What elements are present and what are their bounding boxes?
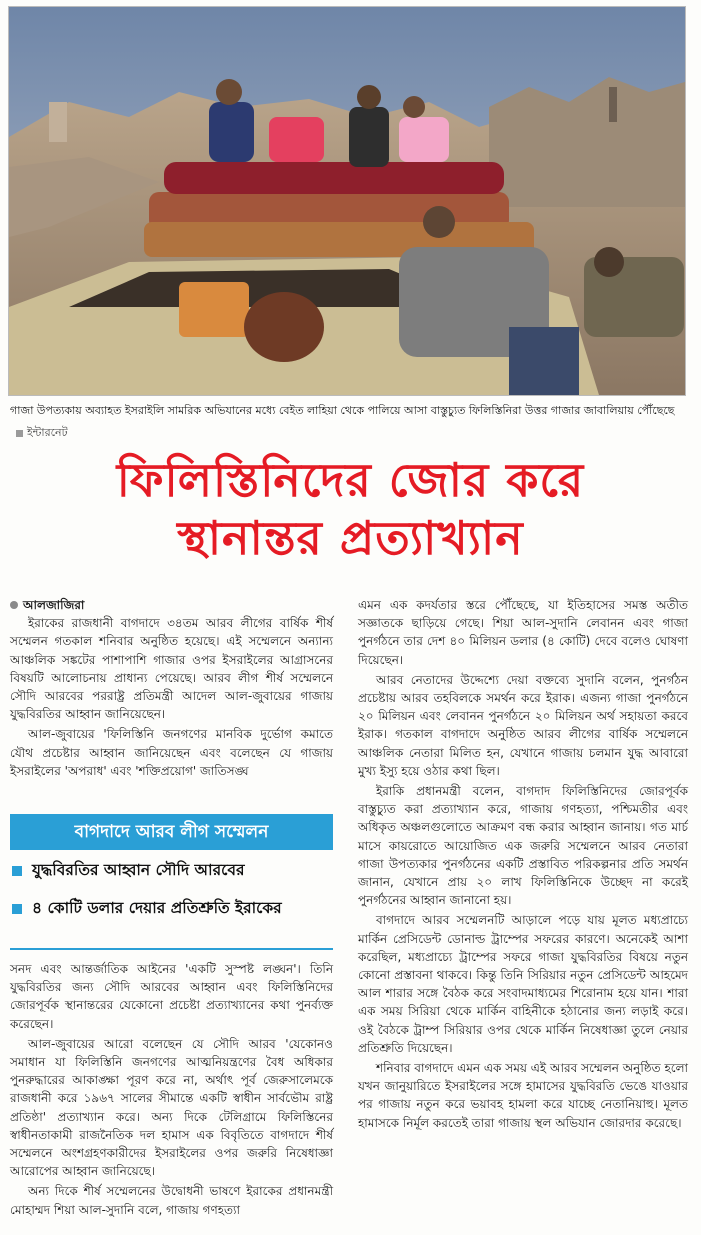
highlight-item — [12, 896, 332, 922]
square-bullet-icon — [12, 866, 22, 876]
photo-credit: ইন্টারনেট — [27, 426, 68, 439]
article-paragraph: সনদ এবং আন্তর্জাতিক আইনের 'একটি সুস্পষ্ট লঙ্ঘন'। তিনি যুদ্ধবিরতির জন্য সৌদি আরবের আহ্বান এবং ফিলিস্তিনিদের জোরপূর্বক স্থানান্তরের যেকোনো প্রচেষ্টা প্রত্যাখ্যানের কথা পুনর্ব্যক্ত করেছেন। — [10, 962, 333, 1031]
highlight-item-text: ৪ কোটি ডলার দেয়ার প্রতিশ্রুতি ইরাকের — [32, 899, 282, 917]
highlight-item — [12, 858, 332, 884]
headline-line-2: স্থানান্তর প্রত্যাখ্যান — [177, 511, 524, 565]
article-paragraph: এমন এক কদর্যতার স্তরে পৌঁছেছে, যা ইতিহাসের সমস্ত অতীত সজ্ঞাতকে ছাড়িয়ে গেছে। শিয়া আল-সুদানি লেবানন এবং গাজা পুনর্গঠনে তার দেশ ৪০ মিলিয়ন ডলার (৪ কোটি) দেবে বলেও ঘোষণা দিয়েছেন। — [358, 598, 688, 667]
headline — [0, 452, 701, 566]
article-paragraph: শনিবার বাগদাদে এমন এক সময় এই আরব সম্মেলন অনুষ্ঠিত হলো যখন জানুয়ারিতে ইসরাইলের সঙ্গে হামাসের যুদ্ধবিরতি ভেঙে যাওয়ার পর গাজায় নতুন করে ভয়াবহ হামলা করে যাচ্ছে নেতানিয়াহু। মূলত হামাসকে নির্মূল করতেই তারা গাজায় স্থল অভিযান জোরদার করেছে। — [358, 1061, 688, 1130]
byline-dot-icon — [10, 601, 18, 609]
highlight-box-title: বাগদাদে আরব লীগ সম্মেলন — [10, 814, 333, 850]
highlight-item-text: যুদ্ধবিরতির আহ্বান সৌদি আরবের — [32, 861, 245, 879]
photo-caption — [10, 400, 688, 444]
left-column-bottom — [10, 960, 333, 1221]
byline — [10, 596, 333, 614]
right-column — [358, 596, 688, 1134]
news-photo — [8, 6, 686, 396]
article-paragraph: ইরাকি প্রধানমন্ত্রী বলেন, বাগদাদ ফিলিস্তিনিদের জোরপূর্বক বাস্তুচ্যুত করা প্রত্যাখ্যান করে, গাজায় গণহত্যা, পশ্চিমতীর এবং অধিকৃত অঞ্চলগুলোতে আক্রমণ বন্ধ করার আহ্বান জানায়। গত মার্চ মাসে কায়রোতে আয়োজিত এক জরুরি সম্মেলনে আরব নেতারা গাজা উপত্যকার পুনর্গঠনের একটি প্রস্তাবিত পরিকল্পনার প্রতি সমর্থন জানান, যেখানে প্রায় ২০ লাখ ফিলিস্তিনিকে উচ্ছেদ না করেই পুনর্গঠনের আহ্বান জানানো হয়। — [358, 784, 688, 908]
credit-square-icon — [16, 430, 23, 437]
left-column-top — [10, 596, 333, 782]
article-paragraph: আল-জুবায়ের আরো বলেছেন যে সৌদি আরব 'যেকোনও সমাধান যা ফিলিস্তিনি জনগণের আত্মনিয়ন্ত্রণের বৈধ অধিকার পুনরুদ্ধারের আকাঙ্ক্ষা পূরণ করে না, অর্থাৎ পূর্ব জেরুসালেমকে রাজধানী করে ১৯৬৭ সালের সীমান্তে একটি স্বাধীন সার্বভৌম রাষ্ট্র প্রতিষ্ঠা' প্রত্যাখ্যান করে। অন্য দিকে টেলিগ্রামে ফিলিস্তিনের স্বাধীনতাকামী রাজনৈতিক দল হামাস এক বিবৃতিতে বাগদাদে শীর্ষ সম্মেলনে অংশগ্রহণকারীদের ইসরাইলের ওপর জরুরি নিষেধাজ্ঞা আরোপের আহ্বান জানিয়েছে। — [10, 1036, 333, 1179]
headline-line-1: ফিলিস্তিনিদের জোর করে — [116, 453, 585, 507]
article-paragraph: অন্য দিকে শীর্ষ সম্মেলনের উদ্বোধনী ভাষণে ইরাকের প্রধানমন্ত্রী মোহাম্মদ শিয়া আল-সুদানি বলে, গাজায় গণহত্যা — [10, 1184, 333, 1217]
byline-source: আলজাজিরা — [23, 598, 85, 612]
square-bullet-icon — [12, 904, 22, 914]
highlight-box-rule — [10, 948, 333, 950]
article-paragraph: আরব নেতাদের উদ্দেশ্যে দেয়া বক্তব্যে সুদানি বলেন, পুনর্গঠন প্রচেষ্টায় আরব তহবিলকে সমর্থন করে ইরাক। এজন্য গাজা পুনর্গঠনে ২০ মিলিয়ন এবং লেবানন পুনর্গঠনে ২০ মিলিয়ন অর্থ সহায়তা করবে ইরাক। গতকাল বাগদাদে অনুষ্ঠিত আরব লীগের বার্ষিক সম্মেলনে আঞ্চলিক নেতারা মিলিত হন, যেখানে গাজায় চলমান যুদ্ধ আবারো মুখ্য ইস্যু হয়ে ওঠার কথা ছিল। — [358, 672, 688, 778]
caption-text: গাজা উপত্যকায় অব্যাহত ইসরাইলি সামরিক অভিযানের মধ্যে বেইত লাহিয়া থেকে পালিয়ে আসা বাস্তুচ্যুত ফিলিস্তিনিরা উত্তর গাজার জাবালিয়ায় পৌঁছেছে — [10, 404, 675, 417]
article-paragraph: বাগদাদে আরব সম্মেলনটি আড়ালে পড়ে যায় মূলত মধ্যপ্রাচ্যে মার্কিন প্রেসিডেন্ট ডোনাল্ড ট্রাম্পের সফরের কারণে। অনেকেই আশা করেছিল, মধ্যপ্রাচ্যে ট্রাম্পের সফরে গাজা যুদ্ধবিরতির বিষয়ে নতুন কোনো প্রস্তাবনা থাকবে। কিন্তু তিনি সিরিয়ার নতুন প্রেসিডেন্ট আহমেদ আল শারার সঙ্গে বৈঠক করে সংবাদমাধ্যমের শিরোনাম হয়ে যান। শারা এক সময় সিরিয়া থেকে মার্কিন বাহিনীকে হঠানোর জন্য লড়াই করে। ওই বৈঠকে ট্রাম্প সিরিয়ার ওপর থেকে মার্কিন নিষেধাজ্ঞা তুলে নেয়ার প্রতিশ্রুতি দিয়েছেন। — [358, 913, 688, 1055]
article-paragraph: আল-জুবায়ের 'ফিলিস্তিনি জনগণের মানবিক দুর্ভোগ কমাতে যৌথ প্রচেষ্টার আহ্বান জানিয়েছেন এবং বলেছেন যে গাজায় ইসরাইলের 'অপরাধ' এবং 'শক্তিপ্রয়োগ' জাতিসঙ্ঘ — [10, 727, 333, 778]
article-paragraph: ইরাকের রাজধানী বাগদাদে ৩৪তম আরব লীগের বার্ষিক শীর্ষ সম্মেলন গতকাল শনিবার অনুষ্ঠিত হয়েছে। এই সম্মেলনে অন্যান্য আঞ্চলিক সঙ্কটের পাশাপাশি গাজার ওপর ইসরাইলের আগ্রাসনের বিষয়টি আলোচনায় প্রাধান্য পেয়েছে। আরব লীগ শীর্ষ সম্মেলনে সৌদি আরবের পররাষ্ট্র প্রতিমন্ত্রী আদেল আল-জুবায়ের গাজায় যুদ্ধবিরতির আহ্বান জানিয়েছেন। — [10, 616, 333, 722]
